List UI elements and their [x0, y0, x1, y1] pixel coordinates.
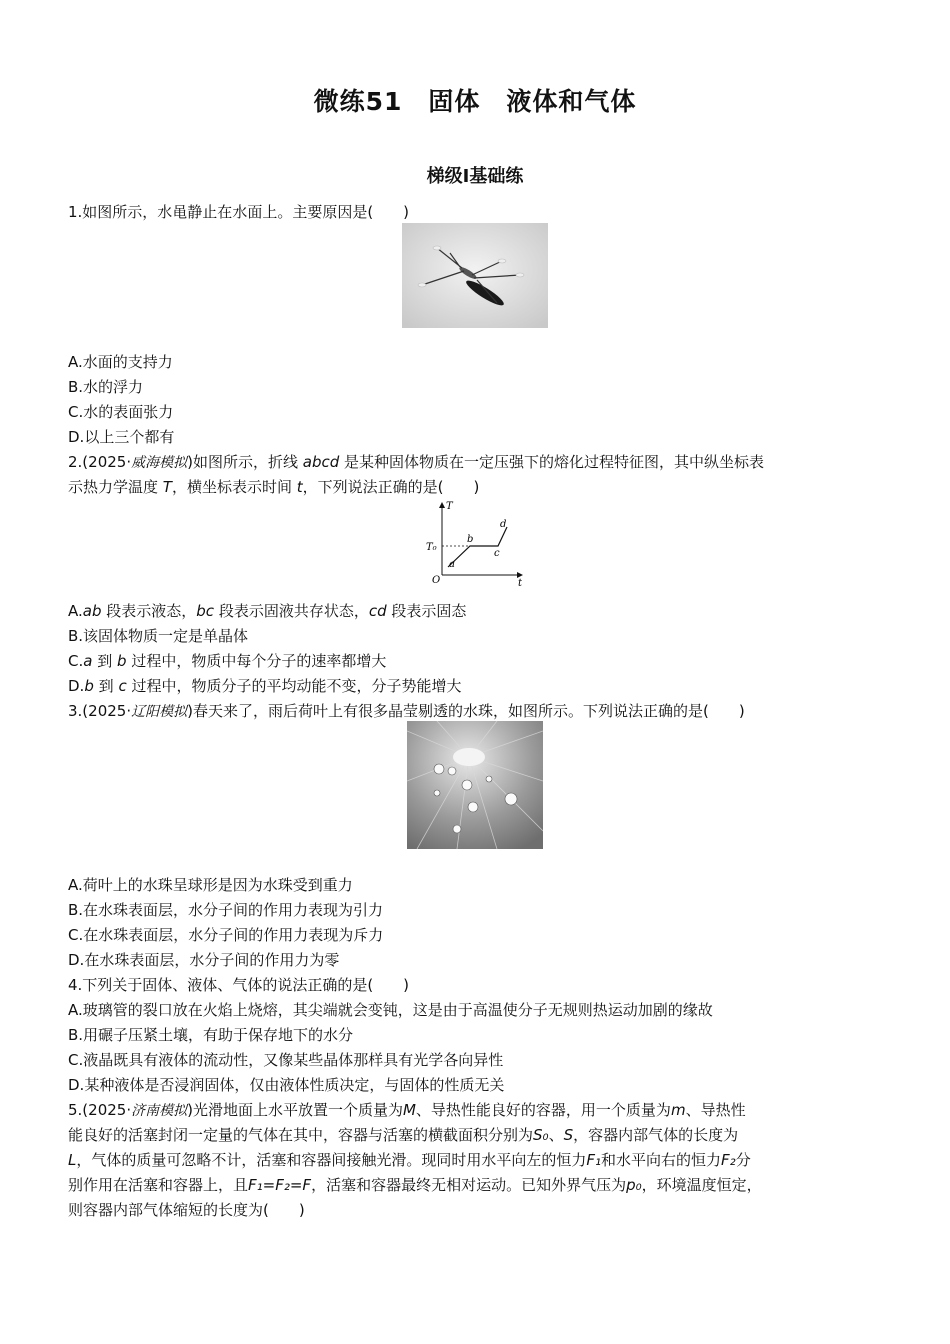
lotus-leaf-photo: [407, 721, 543, 849]
graph-t0-label: T₀: [426, 542, 437, 553]
q4-option-d: D.某种液体是否浸润固体，仅由液体性质决定，与固体的性质无关: [68, 1076, 505, 1094]
graph-x-label: t: [518, 578, 523, 589]
graph-y-label: T: [446, 501, 453, 512]
q5-stem-line5: 则容器内部气体缩短的长度为( ): [68, 1201, 305, 1219]
q4-stem: 4.下列关于固体、液体、气体的说法正确的是( ): [68, 976, 410, 994]
q1-option-a: A.水面的支持力: [68, 353, 173, 371]
water-strider-photo: [402, 223, 548, 328]
q4-option-b: B.用碾子压紧土壤，有助于保存地下的水分: [68, 1026, 354, 1044]
q3-option-c: C.在水珠表面层，水分子间的作用力表现为斥力: [68, 926, 384, 944]
q2-option-a: A.ab 段表示液态，bc 段表示固液共存状态，cd 段表示固态: [68, 602, 467, 620]
q5-stem-line1: 5.(2025·济南模拟)光滑地面上水平放置一个质量为M、导热性能良好的容器，用一个质量为m、导热性: [68, 1101, 746, 1119]
page-title: 微练51 固体 液体和气体: [313, 87, 637, 116]
q3-option-a: A.荷叶上的水珠呈球形是因为水珠受到重力: [68, 876, 353, 894]
q3-option-d: D.在水珠表面层，水分子间的作用力为零: [68, 951, 340, 969]
q2-option-c: C.a 到 b 过程中，物质中每个分子的速率都增大: [68, 652, 387, 670]
q2-stem-line2: 示热力学温度 T，横坐标表示时间 t，下列说法正确的是( ): [68, 478, 480, 496]
graph-point-b: b: [467, 534, 474, 545]
q2-option-d: D.b 到 c 过程中，物质分子的平均动能不变，分子势能增大: [68, 677, 462, 695]
q5-stem-line4: 别作用在活塞和容器上，且F₁=F₂=F，活塞和容器最终无相对运动。已知外界气压为p₀，环境温度恒定，: [68, 1176, 762, 1194]
graph-origin-label: O: [432, 575, 441, 586]
q1-option-b: B.水的浮力: [68, 378, 144, 396]
q2-stem-line1: 2.(2025·威海模拟)如图所示，折线 abcd 是某种固体物质在一定压强下的熔化过程特征图，其中纵坐标表: [68, 453, 765, 471]
q4-option-a: A.玻璃管的裂口放在火焰上烧熔，其尖端就会变钝，这是由于高温使分子无规则热运动加剧的缘故: [68, 1001, 713, 1019]
q3-stem: 3.(2025·辽阳模拟)春天来了，雨后荷叶上有很多晶莹剔透的水珠，如图所示。下列说法正确的是( ): [68, 702, 745, 720]
graph-curve-abcd: [448, 527, 507, 567]
q2-option-b: B.该固体物质一定是单晶体: [68, 627, 249, 645]
section-heading: 梯级Ⅰ基础练: [426, 166, 524, 187]
graph-point-a: a: [449, 559, 455, 570]
q4-option-c: C.液晶既具有液体的流动性，又像某些晶体那样具有光学各向异性: [68, 1051, 504, 1069]
q3-option-b: B.在水珠表面层，水分子间的作用力表现为引力: [68, 901, 384, 919]
q1-option-c: C.水的表面张力: [68, 403, 174, 421]
graph-point-d: d: [500, 519, 507, 530]
graph-point-c: c: [494, 548, 500, 559]
q1-stem: 1.如图所示，水黾静止在水面上。主要原因是( ): [68, 203, 410, 221]
q5-stem-line2: 能良好的活塞封闭一定量的气体在其中，容器与活塞的横截面积分别为S₀、S，容器内部气体的长度为: [68, 1126, 739, 1144]
melting-graph: [422, 497, 530, 589]
q5-stem-line3: L，气体的质量可忽略不计，活塞和容器间接触光滑。现同时用水平向左的恒力F₁和水平向右的恒力F₂分: [68, 1151, 751, 1169]
q1-option-d: D.以上三个都有: [68, 428, 175, 446]
